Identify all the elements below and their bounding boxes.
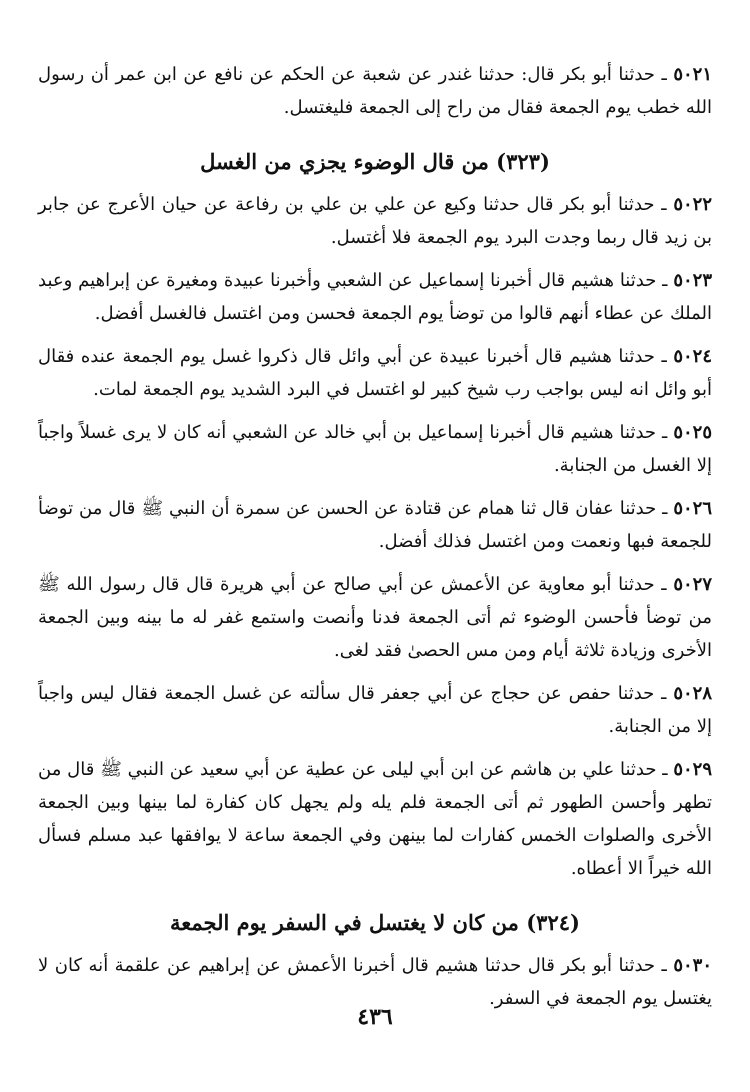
- section-heading-323: (٣٢٣) من قال الوضوء يجزي من الغسل: [200, 149, 550, 174]
- hadith-text: ـ حدثنا عفان قال ثنا همام عن قتادة عن الحسن عن سمرة أن النبي ﷺ قال من توضأ للجمعة فبها ونعمت ومن اغتسل فذلك أفضل.: [38, 498, 712, 552]
- hadith-text: ـ حدثنا أبو بكر قال حدثنا وكيع عن علي بن علي بن رفاعة عن حيان الأعرج عن جابر بن زيد قال ربما وجدت البرد يوم الجمعة فلا أغتسل.: [38, 194, 712, 248]
- hadith-number: ٥٠٢٥: [673, 422, 712, 443]
- hadith-text: ـ حدثنا حفص عن حجاج عن أبي جعفر قال سألته عن غسل الجمعة فقال ليس واجباً إلا من الجنابة.: [38, 683, 712, 737]
- hadith-text: ـ حدثنا هشيم قال أخبرنا إسماعيل بن أبي خالد عن الشعبي أنه كان لا يرى غسلاً واجباً إلا الغسل من الجنابة.: [38, 422, 712, 476]
- book-page: [38, 58, 712, 1025]
- hadith-text: ـ حدثنا أبو بكر قال: حدثنا غندر عن شعبة عن الحكم عن نافع عن ابن عمر أن رسول الله خطب يوم الجمعة فقال من راح إلى الجمعة فليغتسل.: [38, 64, 712, 118]
- hadith-number: ٥٠٢٧: [673, 574, 712, 595]
- hadith-5029: [38, 753, 712, 885]
- page-number: ٤٣٦: [357, 1004, 393, 1030]
- hadith-number: ٥٠٢٨: [673, 683, 712, 704]
- hadith-5024: [38, 340, 712, 406]
- hadith-number: ٥٠٢٤: [673, 346, 712, 367]
- hadith-5022: [38, 188, 712, 254]
- section-heading-324: (٣٢٤) من كان لا يغتسل في السفر يوم الجمعة: [170, 910, 580, 935]
- hadith-number: ٥٠٢٣: [673, 270, 712, 291]
- hadith-number: ٥٠٣٠: [673, 955, 712, 976]
- hadith-5026: [38, 492, 712, 558]
- hadith-text: ـ حدثنا هشيم قال أخبرنا عبيدة عن أبي وائل قال ذكروا غسل يوم الجمعة عنده فقال أبو وائل انه ليس بواجب رب شيخ كبير لو اغتسل في البرد الشديد يوم الجمعة لمات.: [38, 346, 712, 400]
- hadith-text: ـ حدثنا أبو بكر قال حدثنا هشيم قال أخبرنا الأعمش عن إبراهيم عن علقمة أنه كان لا يغتسل يوم الجمعة في السفر.: [38, 955, 712, 1009]
- hadith-number: ٥٠٢٩: [673, 759, 712, 780]
- hadith-number: ٥٠٢٢: [673, 194, 712, 215]
- hadith-text: ـ حدثنا أبو معاوية عن الأعمش عن أبي صالح عن أبي هريرة قال قال رسول الله ﷺ من توضأ فأحسن الوضوء ثم أتى الجمعة فدنا وأنصت واستمع غفر له ما بينه وبين الجمعة الأخرى وزيادة ثلاثة أيام ومن مس الحصىٰ فقد لغى.: [38, 574, 712, 661]
- hadith-5021: [38, 58, 712, 124]
- hadith-5027: [38, 568, 712, 667]
- hadith-5025: [38, 416, 712, 482]
- hadith-text: ـ حدثنا علي بن هاشم عن ابن أبي ليلى عن عطية عن أبي سعيد عن النبي ﷺ قال من تطهر وأحسن الطهور ثم أتى الجمعة فلم يله ولم يجهل كان كفارة لما بينها وبين الجمعة الأخرى والصلوات الخمس كفارات لما بينهن وفي الجمعة ساعة لا يوافقها عبد مسلم فسأل الله خيراً الا أعطاه.: [38, 759, 712, 879]
- hadith-number: ٥٠٢١: [673, 64, 712, 85]
- hadith-text: ـ حدثنا هشيم قال أخبرنا إسماعيل عن الشعبي وأخبرنا عبيدة ومغيرة عن إبراهيم وعبد الملك عن عطاء أنهم قالوا من توضأ يوم الجمعة فحسن ومن اغتسل فالغسل أفضل.: [38, 270, 712, 324]
- hadith-5028: [38, 677, 712, 743]
- hadith-5023: [38, 264, 712, 330]
- hadith-number: ٥٠٢٦: [673, 498, 712, 519]
